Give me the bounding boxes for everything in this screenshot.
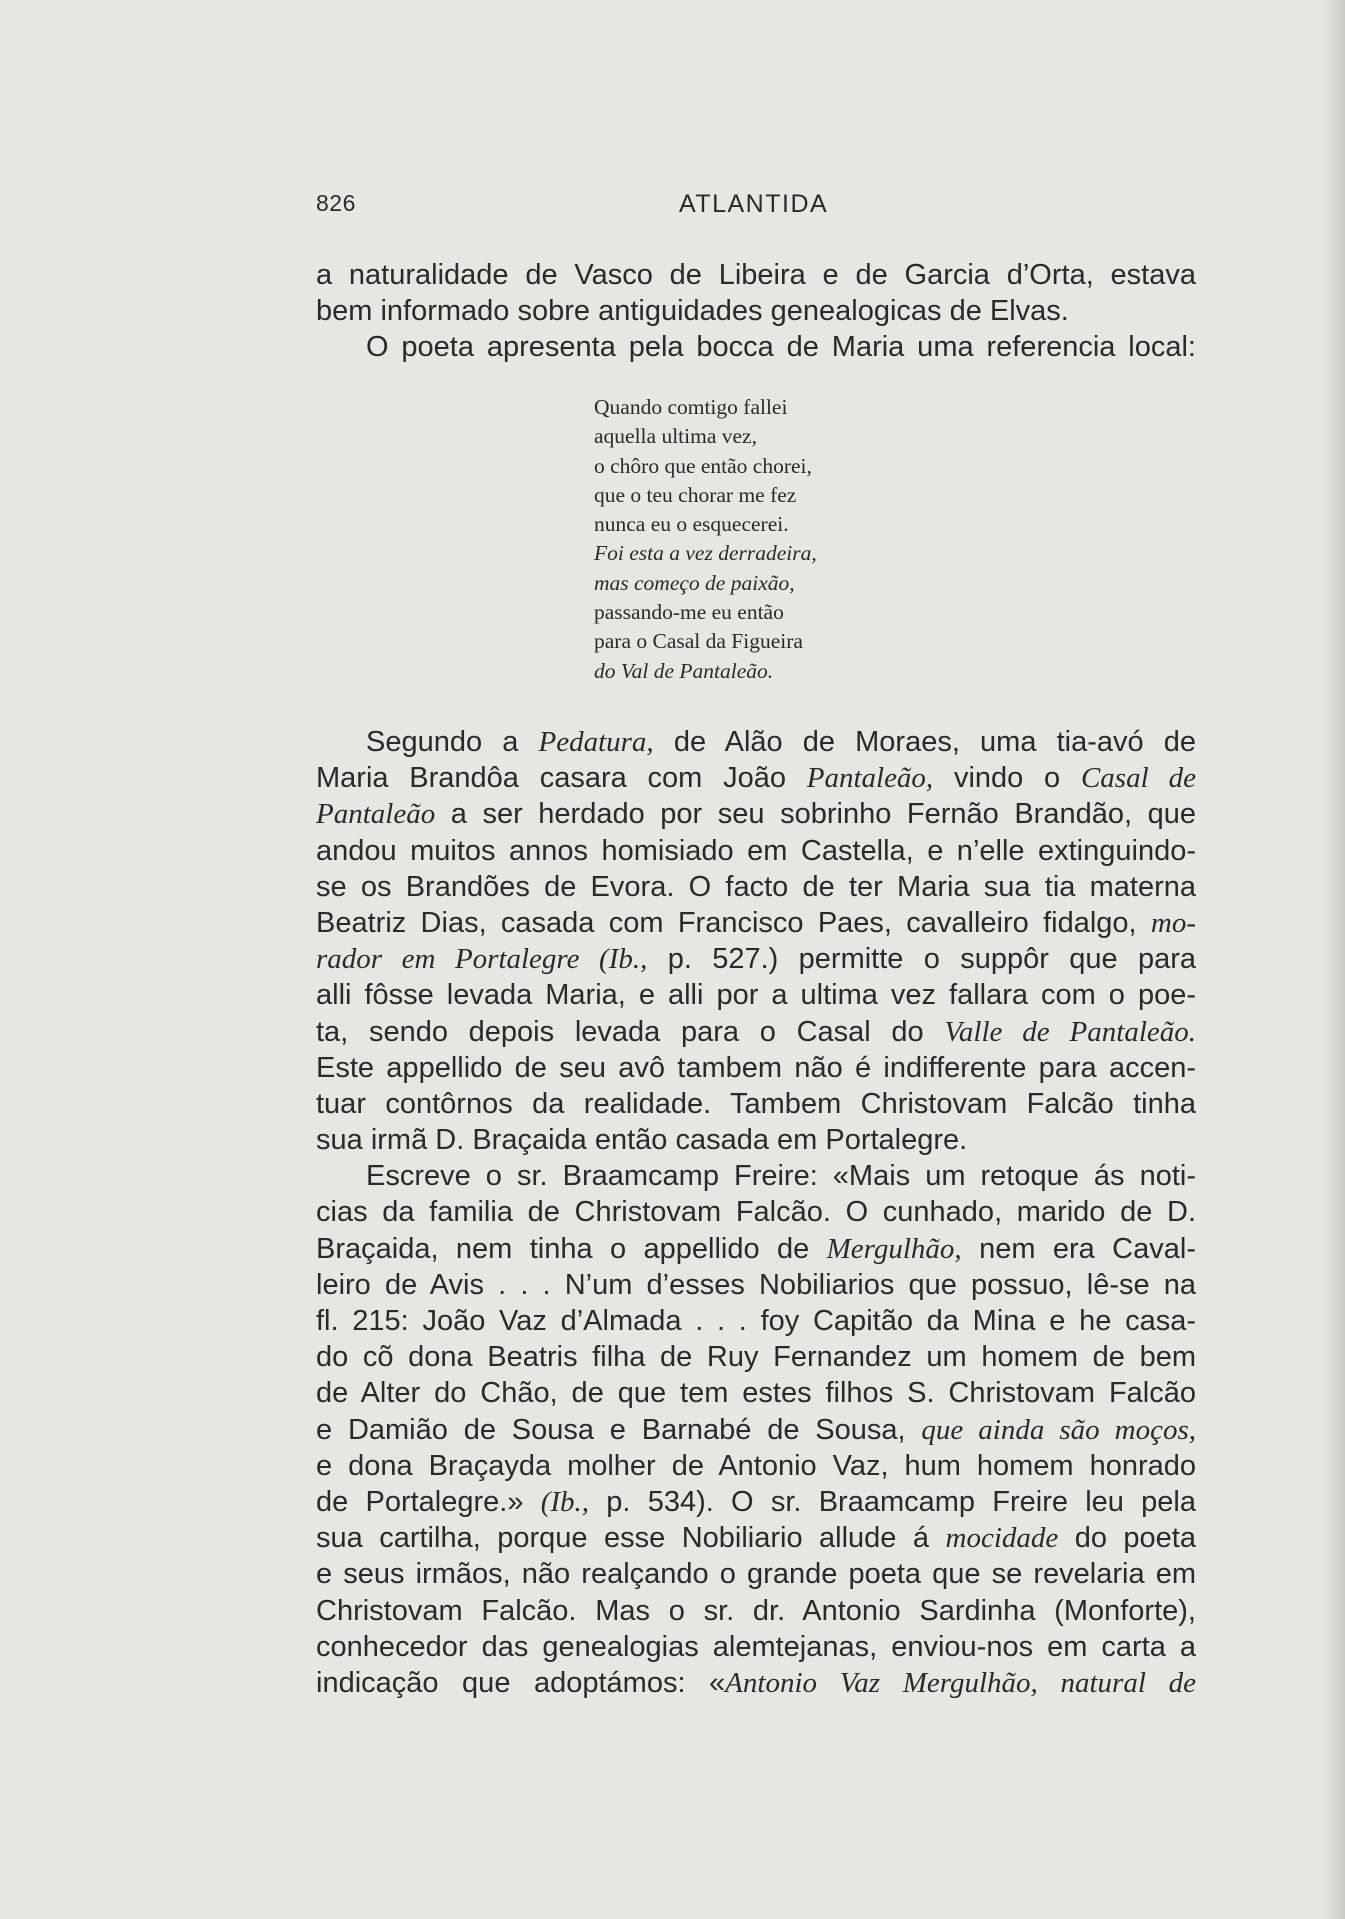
text-line: e Damião de Sousa e Barnabé de Sousa, que ainda são moços,: [316, 1413, 1196, 1446]
poem-line: aquella ultima vez,: [594, 424, 757, 449]
text-line: de Portalegre.» (Ib., p. 534). O sr. Braamcamp Freire leu pela: [316, 1485, 1196, 1518]
poem-line: que o teu chorar me fez: [594, 482, 797, 507]
text-line: Braçaida, nem tinha o appellido de Mergulhão, nem era Caval-: [316, 1232, 1196, 1265]
text-line: ta, sendo depois levada para o Casal do Valle de Pantaleão.: [316, 1015, 1196, 1048]
text-line: Este appellido de seu avô tambem não é indifferente para accen-: [316, 1051, 1196, 1084]
text-line: indicação que adoptámos: «Antonio Vaz Mergulhão, natural de: [316, 1666, 1196, 1699]
text-line: O poeta apresenta pela bocca de Maria uma referencia local:: [366, 331, 1196, 364]
text-line: Maria Brandôa casara com João Pantaleão, vindo o Casal de: [316, 762, 1196, 795]
text-line: e seus irmãos, não realçando o grande poeta que se revelaria em: [316, 1558, 1196, 1591]
text-line: fl. 215: João Vaz d’Almada . . . foy Capitão da Mina e he casa-: [316, 1305, 1196, 1337]
text-line: sua cartilha, porque esse Nobiliario allude á mocidade do poeta: [316, 1522, 1196, 1555]
poem-line: para o Casal da Figueira: [594, 629, 803, 654]
page-header: [316, 190, 1196, 224]
text-line: rador em Portalegre (Ib., p. 527.) permitte o suppôr que para: [316, 943, 1196, 976]
poem-line: passando-me eu então: [594, 600, 784, 625]
poem-line: mas começo de paixão,: [594, 570, 795, 595]
text-line: andou muitos annos homisiado em Castella, e n’elle extinguindo-: [316, 834, 1196, 867]
main-text: [316, 724, 1196, 1701]
text-line: do cõ dona Beatris filha de Ruy Fernandez um homem de bem: [316, 1341, 1196, 1374]
text-line: Escreve o sr. Braamcamp Freire: «Mais um retoque ás noti-: [366, 1160, 1196, 1193]
page-edge-shadow: [1323, 0, 1345, 1919]
text-line: de Alter do Chão, de que tem estes filhos S. Christovam Falcão: [316, 1377, 1196, 1410]
text-line: cias da familia de Christovam Falcão. O cunhado, marido de D.: [316, 1196, 1196, 1229]
poem-line: o chôro que então chorei,: [594, 453, 812, 478]
running-title: ATLANTIDA: [679, 190, 829, 218]
intro-paragraph: [316, 257, 1196, 366]
text-line: se os Brandões de Evora. O facto de ter Maria sua tia materna: [316, 870, 1196, 903]
text-line: leiro de Avis . . . N’um d’esses Nobiliarios que possuo, lê-se na: [316, 1268, 1196, 1301]
text-line: Pantaleão a ser herdado por seu sobrinho Fernão Brandão, que: [316, 798, 1196, 831]
text-line: tuar contôrnos da realidade. Tambem Christovam Falcão tinha: [316, 1087, 1196, 1120]
text-line: e dona Braçayda molher de Antonio Vaz, hum homem honrado: [316, 1449, 1196, 1482]
poem-line: Quando comtigo fallei: [594, 395, 788, 419]
poem-quote: [594, 393, 994, 686]
text-line: alli fôsse levada Maria, e alli por a ultima vez fallara com o poe-: [316, 979, 1196, 1012]
text-line: Beatriz Dias, casada com Francisco Paes, cavalleiro fidalgo, mo-: [316, 906, 1196, 939]
text-line: bem informado sobre antiguidades genealogicas de Elvas.: [316, 295, 1069, 328]
text-line: conhecedor das genealogias alemtejanas, enviou-nos em carta a: [316, 1630, 1196, 1663]
text-line: Segundo a Pedatura, de Alão de Moraes, uma tia-avó de: [366, 726, 1196, 758]
page-number: 826: [316, 190, 356, 216]
poem-line: Foi esta a vez derradeira,: [594, 541, 817, 566]
text-line: sua irmã D. Braçaida então casada em Portalegre.: [316, 1124, 968, 1157]
text-line: a naturalidade de Vasco de Libeira e de Garcia d’Orta, estava: [316, 259, 1196, 291]
poem-line: do Val de Pantaleão.: [594, 658, 774, 683]
text-line: Christovam Falcão. Mas o sr. dr. Antonio Sardinha (Monforte),: [316, 1594, 1196, 1627]
poem-line: nunca eu o esquecerei.: [594, 512, 789, 537]
